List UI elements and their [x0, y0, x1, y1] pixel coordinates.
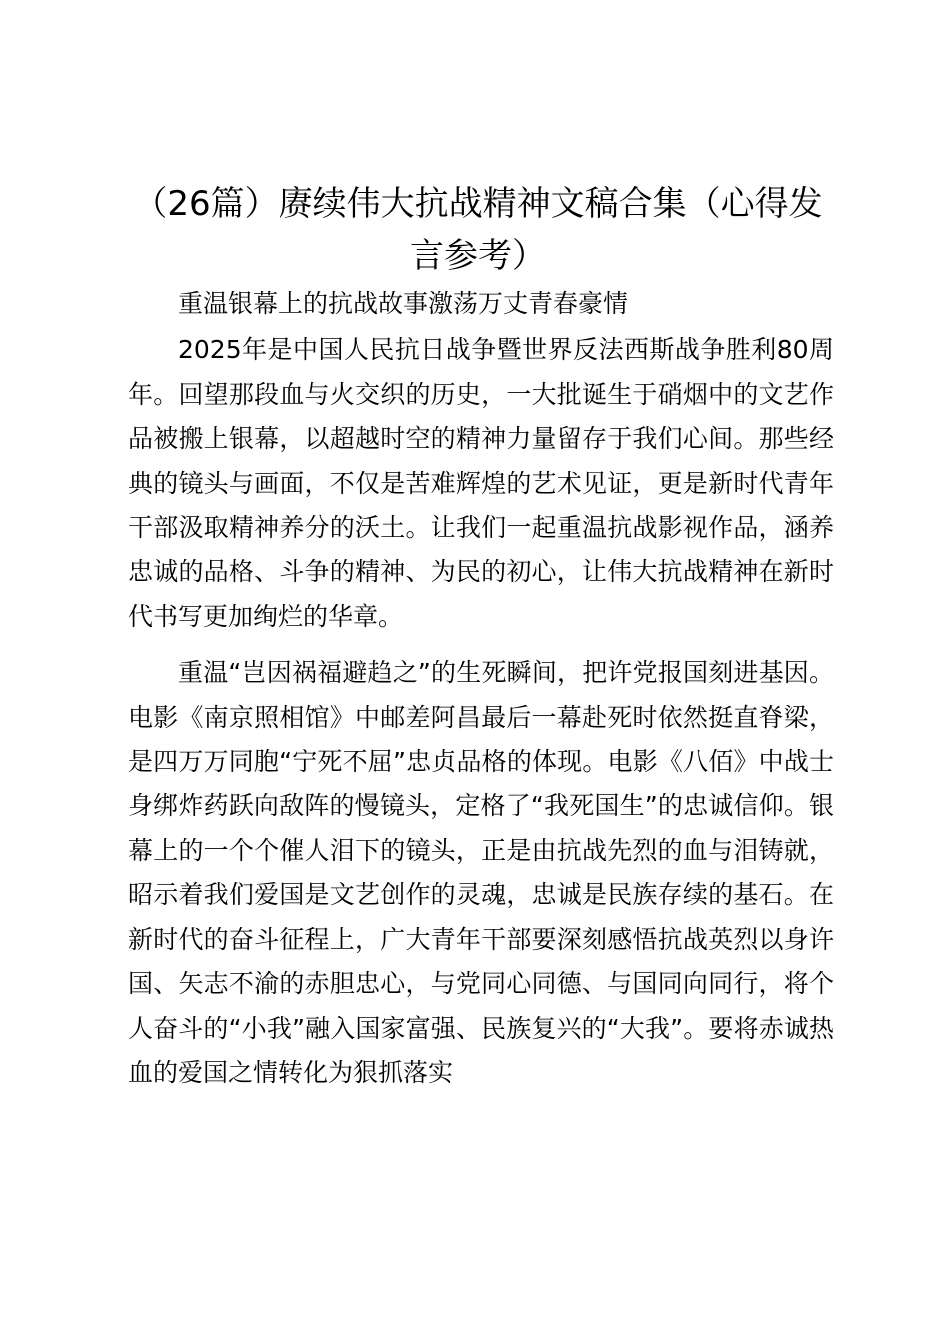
document-body: [128, 282, 834, 1095]
document-subtitle: 重温银幕上的抗战故事激荡万丈青春豪情: [178, 289, 629, 318]
paragraph: 2025年是中国人民抗日战争暨世界反法西斯战争胜利80周年。回望那段血与火交织的历史，一大批诞生于硝烟中的文艺作品被搬上银幕，以超越时空的精神力量留存于我们心间。那些经典的镜头与画面，不仅是苦难辉煌的艺术见证，更是新时代青年干部汲取精神养分的沃土。让我们一起重温抗战影视作品，涵养忠诚的品格、斗争的精神、为民的初心，让伟大抗战精神在新时代书写更加绚烂的华章。: [128, 335, 834, 631]
paragraph: 重温“岂因祸福避趋之”的生死瞬间，把许党报国刻进基因。电影《南京照相馆》中邮差阿昌最后一幕赴死时依然挺直脊梁，是四万万同胞“宁死不屈”忠贞品格的体现。电影《八佰》中战士身绑炸药跃向敌阵的慢镜头，定格了“我死国生”的忠诚信仰。银幕上的一个个催人泪下的镜头，正是由抗战先烈的血与泪铸就，昭示着我们爱国是文艺创作的灵魂，忠诚是民族存续的基石。在新时代的奋斗征程上，广大青年干部要深刻感悟抗战英烈以身许国、矢志不渝的赤胆忠心，与党同心同德、与国同向同行，将个人奋斗的“小我”融入国家富强、民族复兴的“大我”。要将赤诚热血的爱国之情转化为狠抓落实: [128, 658, 834, 1087]
document-title: （26篇）赓续伟大抗战精神文稿合集（心得发言参考）: [133, 184, 823, 276]
